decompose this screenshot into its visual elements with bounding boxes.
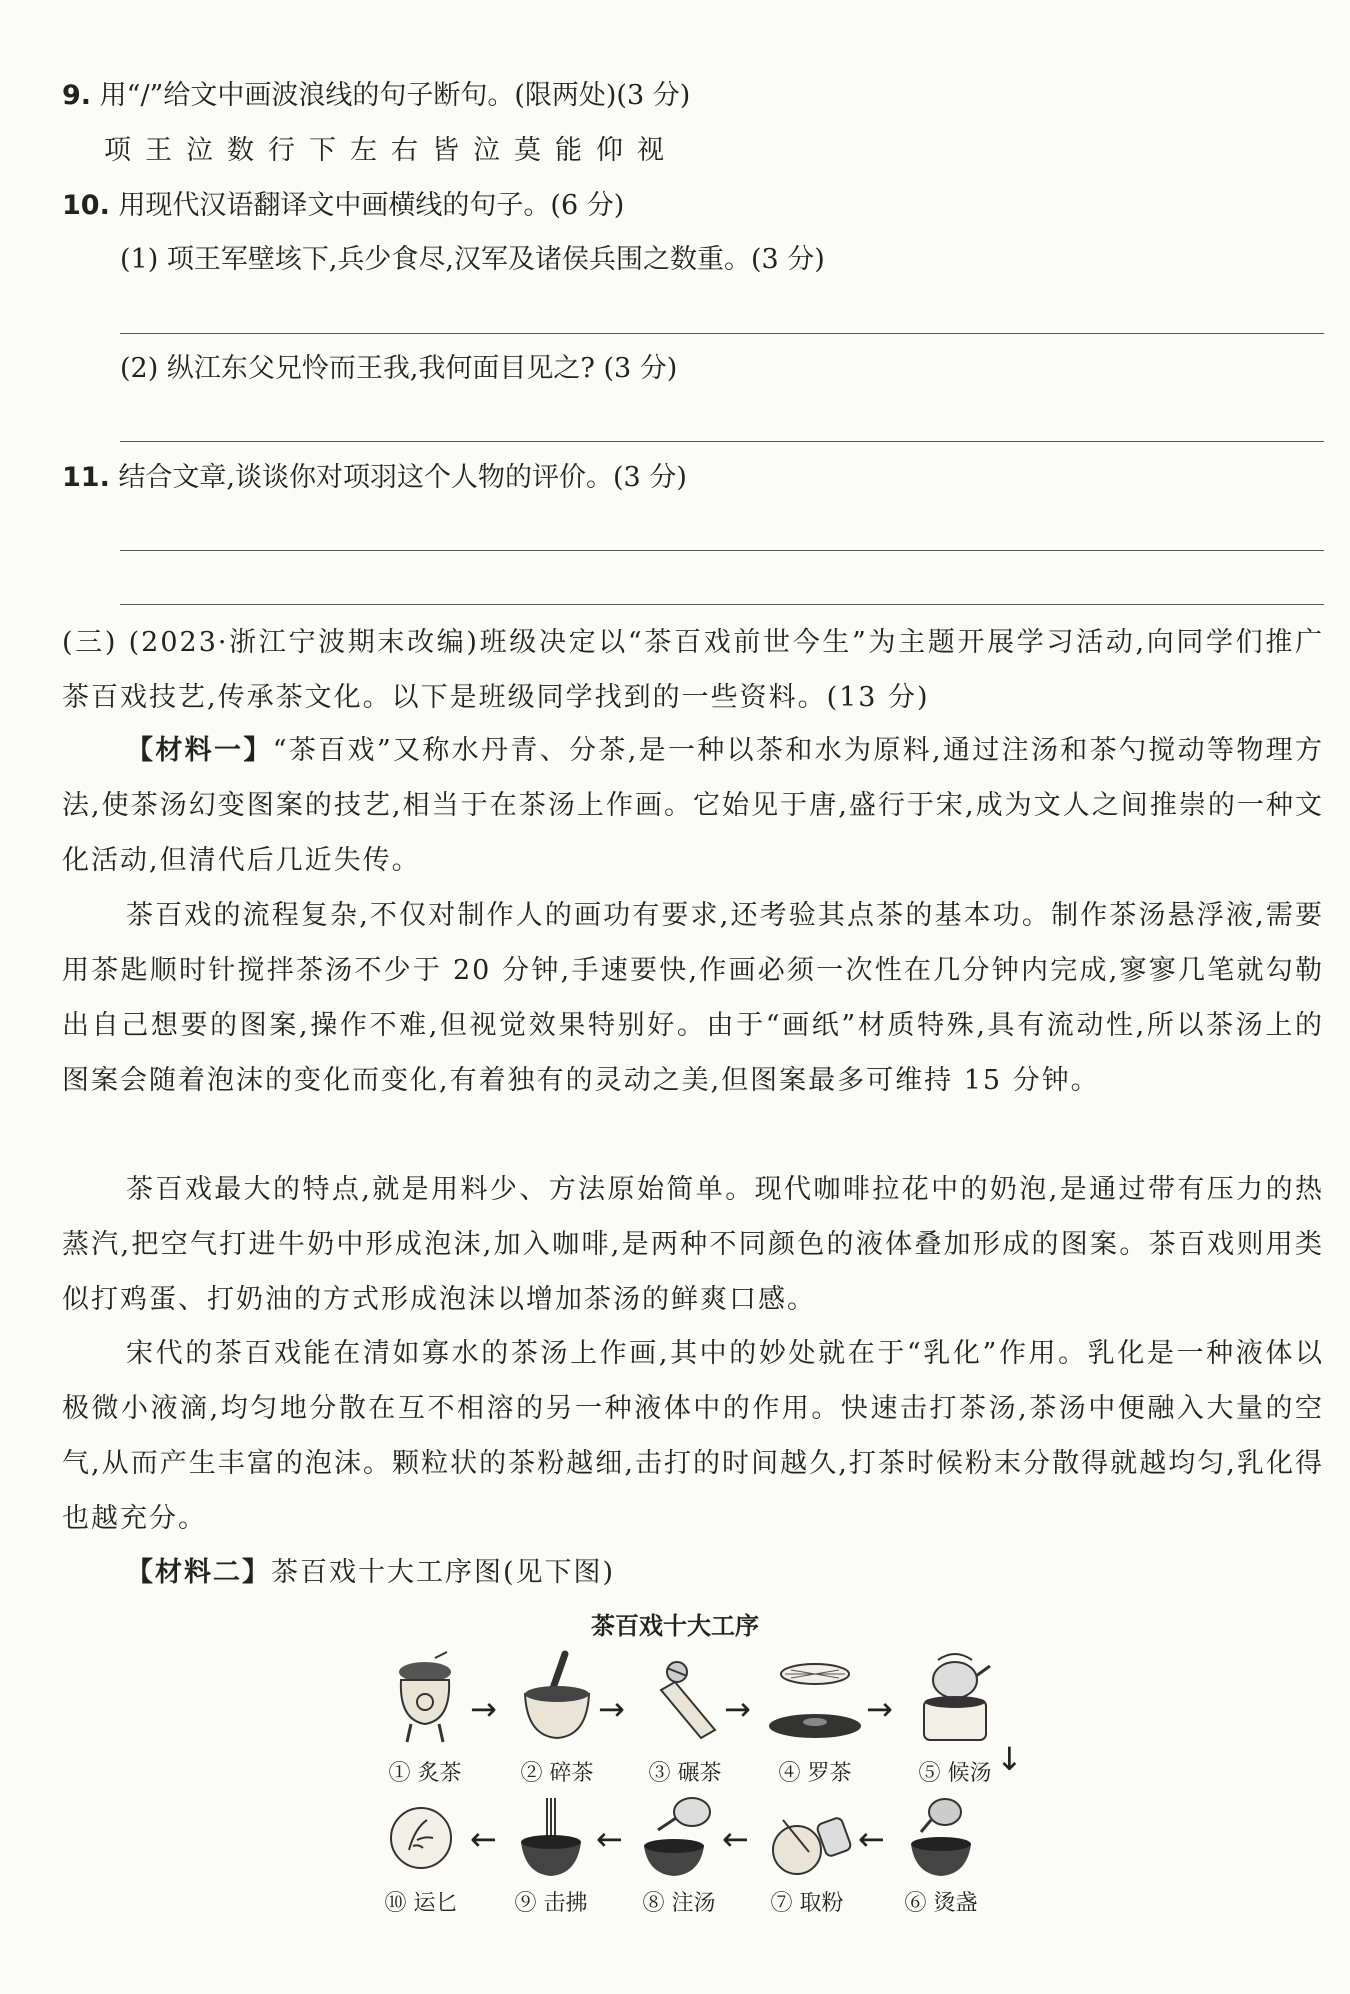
step-label: ① 炙茶 [388, 1761, 462, 1786]
step-warm-bowl [886, 1790, 996, 1917]
sub-question-2: (2) 纵江东父兄怜而王我,我何面目见之? (3 分) [120, 353, 678, 384]
step-label: ⑨ 击拂 [514, 1891, 588, 1916]
arrow-left-icon: ← [596, 1820, 623, 1858]
question-number: 10. [62, 190, 110, 221]
material-2-tag: 【材料二】 [126, 1557, 271, 1588]
answer-line[interactable] [120, 604, 1324, 605]
material-1-paragraph-3: 茶百戏最大的特点,就是用料少、方法原始简单。现代咖啡拉花中的奶泡,是通过带有压力的热蒸汽,把空气打进牛奶中形成泡沫,加入咖啡,是两种不同颜色的液体叠加形成的图案。茶百戏则用类似打鸡蛋、打奶油的方式形成泡沫以增加茶汤的鲜爽口感。 [62, 1174, 1324, 1315]
step-crush-tea [502, 1650, 612, 1787]
step-label: ⑤ 候汤 [918, 1761, 992, 1786]
arrow-right-icon: → [470, 1690, 497, 1728]
material-1-paragraph-1 [62, 723, 1324, 888]
question-11 [62, 458, 1324, 498]
material-2-line [62, 1545, 1324, 1600]
step-draw [366, 1790, 476, 1917]
take-powder-icon [757, 1790, 857, 1880]
arrow-left-icon: ← [722, 1820, 749, 1858]
step-take-powder [752, 1790, 862, 1917]
diagram-title: 茶百戏十大工序 [591, 1612, 759, 1640]
material-1-text: “茶百戏”又称水丹青、分茶,是一种以茶和水为原料,通过注汤和茶勺搅动等物理方法,使茶汤幻变图案的技艺,相当于在茶汤上作画。它始见于唐,盛行于宋,成为文人之间推崇的一种文化活动,但清代后几近失传。 [62, 735, 1324, 876]
question-10 [62, 186, 1324, 226]
step-label: ⑧ 注汤 [642, 1891, 716, 1916]
pour-water-icon [634, 1790, 724, 1880]
step-boil-water [900, 1650, 1010, 1787]
material-1-tag: 【材料一】 [126, 735, 273, 766]
answer-line[interactable] [120, 441, 1324, 442]
step-sift-tea [760, 1650, 870, 1787]
grind-tea-icon [645, 1650, 725, 1750]
sub-question-1: (1) 项王军壁垓下,兵少食尽,汉军及诸侯兵围之数重。(3 分) [120, 244, 825, 275]
question-number: 9. [62, 80, 92, 111]
sift-tea-icon [765, 1650, 865, 1750]
step-label: ② 碎茶 [520, 1761, 594, 1786]
arrow-down-icon: ↓ [996, 1740, 1023, 1778]
step-label: ⑥ 烫盏 [904, 1891, 978, 1916]
step-whisk [496, 1790, 606, 1917]
crush-tea-icon [517, 1650, 597, 1750]
material-1-paragraph-4: 宋代的茶百戏能在清如寡水的茶汤上作画,其中的妙处就在于“乳化”作用。乳化是一种液体以极微小液滴,均匀地分散在互不相溶的另一种液体中的作用。快速击打茶汤,茶汤中便融入大量的空气,从而产生丰富的泡沫。颗粒状的茶粉越细,击打的时间越久,打茶时候粉末分散得就越均匀,乳化得也越充分。 [62, 1338, 1324, 1534]
step-label: ④ 罗茶 [778, 1761, 852, 1786]
step-label: ⑦ 取粉 [770, 1891, 844, 1916]
material-1-paragraph-2: 茶百戏的流程复杂,不仅对制作人的画功有要求,还考验其点茶的基本功。制作茶汤悬浮液,需要用茶匙顺时针搅拌茶汤不少于 20 分钟,手速要快,作画必须一次性在几分钟内完成,寥寥几笔就勾勒出自己想要的图案,操作不难,但视觉效果特别好。由于“画纸”材质特殊,具有流动性,所以茶汤上的图案会随着泡沫的变化而变化,有着独有的灵动之美,但图案最多可维持 15 分钟。 [62, 900, 1324, 1096]
question-9 [62, 76, 1324, 116]
arrow-left-icon: ← [858, 1820, 885, 1858]
step-label: ⑩ 运匕 [384, 1891, 458, 1916]
question-text: 用现代汉语翻译文中画横线的句子。(6 分) [118, 190, 625, 221]
arrow-right-icon: → [724, 1690, 751, 1728]
question-text: 结合文章,谈谈你对项羽这个人物的评价。(3 分) [118, 462, 687, 493]
step-label: ③ 碾茶 [648, 1761, 722, 1786]
warm-bowl-icon [901, 1790, 981, 1880]
boil-water-icon [910, 1650, 1000, 1750]
whisk-icon [511, 1790, 591, 1880]
material-2-text: 茶百戏十大工序图(见下图) [271, 1557, 616, 1588]
punctuation-sentence: 项王泣数行下左右皆泣莫能仰视 [104, 135, 678, 166]
draw-pattern-icon [381, 1790, 461, 1880]
arrow-right-icon: → [598, 1690, 625, 1728]
arrow-left-icon: ← [470, 1820, 497, 1858]
roast-tea-icon [385, 1650, 465, 1750]
question-number: 11. [62, 462, 110, 493]
arrow-right-icon: → [866, 1690, 893, 1728]
question-text: 用“/”给文中画波浪线的句子断句。(限两处)(3 分) [99, 80, 691, 111]
step-pour-water [624, 1790, 734, 1917]
step-roast-tea [370, 1650, 480, 1787]
section-3-intro: (三) (2023·浙江宁波期末改编)班级决定以“茶百戏前世今生”为主题开展学习活动,向同学们推广茶百戏技艺,传承茶文化。以下是班级同学找到的一些资料。(13 分) [62, 627, 1324, 713]
answer-line[interactable] [120, 550, 1324, 551]
answer-line[interactable] [120, 333, 1324, 334]
